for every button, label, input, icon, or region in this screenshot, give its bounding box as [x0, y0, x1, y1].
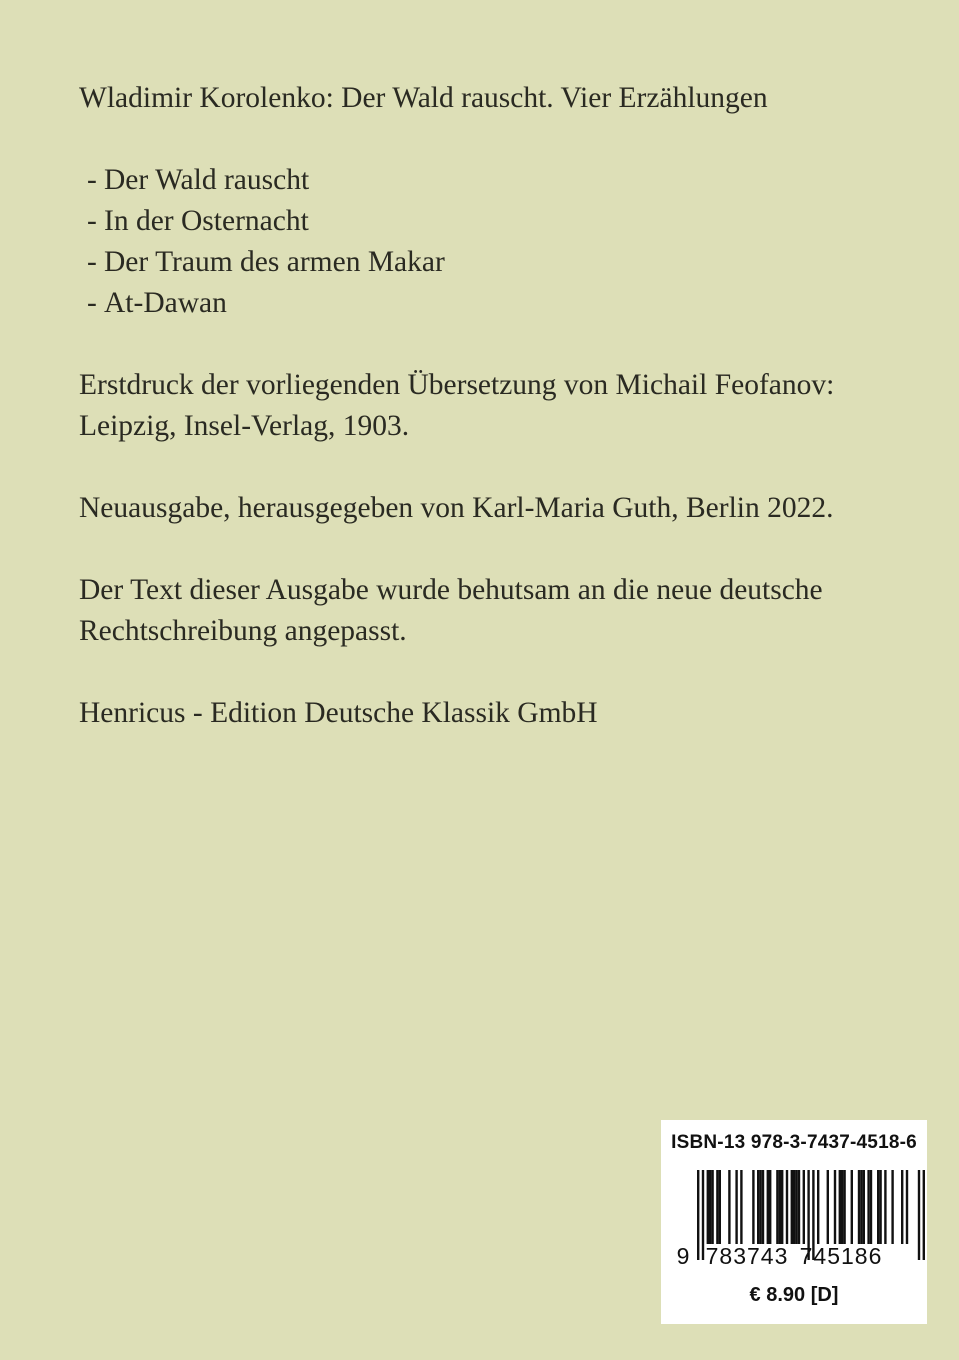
barcode-digit-first: 9	[676, 1243, 690, 1269]
barcode-bar	[697, 1170, 699, 1260]
barcode-bar	[709, 1170, 711, 1244]
story-title: Der Traum des armen Makar	[104, 246, 445, 278]
barcode-bar	[781, 1170, 783, 1244]
story-item: - At-Dawan	[87, 287, 227, 319]
barcode-bar	[793, 1170, 795, 1244]
barcode-bar	[858, 1170, 860, 1244]
barcode-bar	[716, 1170, 718, 1244]
barcode-bar	[711, 1170, 713, 1244]
story-title: At-Dawan	[104, 287, 227, 319]
barcode-bar	[923, 1170, 925, 1260]
barcode-bar	[901, 1170, 903, 1244]
isbn-number: ISBN-13 978-3-7437-4518-6	[671, 1132, 917, 1153]
barcode-bar	[839, 1170, 841, 1244]
barcode-bar	[702, 1170, 704, 1260]
orthography-note: Der Text dieser Ausgabe wurde behutsam an die neue deutsche Rechtschreibung angepasst.	[79, 574, 823, 647]
barcode-bar	[817, 1170, 819, 1244]
barcode-bar	[906, 1170, 908, 1244]
barcode-bar	[879, 1170, 881, 1244]
story-list	[79, 160, 909, 324]
back-cover-text	[79, 78, 909, 734]
barcode-bar	[918, 1170, 920, 1260]
barcode-bar	[740, 1170, 742, 1244]
barcode-bar	[735, 1170, 737, 1244]
barcode-bar	[762, 1170, 764, 1244]
barcode-bar	[884, 1170, 886, 1244]
barcode-bar	[870, 1170, 872, 1244]
first-print-note: Erstdruck der vorliegenden Übersetzung von Michail Feofanov: Leipzig, Insel-Verlag, 1903.	[79, 369, 835, 442]
barcode-bar	[860, 1170, 862, 1244]
barcode-digits-left: 783743	[705, 1243, 789, 1269]
barcode-bar	[769, 1170, 771, 1244]
barcode-bar	[791, 1170, 793, 1244]
barcode-bar	[759, 1170, 761, 1244]
new-edition-note: Neuausgabe, herausgegeben von Karl-Maria Guth, Berlin 2022.	[79, 492, 834, 524]
barcode-bar	[795, 1170, 797, 1244]
story-title: Der Wald rauscht	[104, 164, 310, 196]
barcode-bar	[834, 1170, 836, 1244]
barcode-bar	[891, 1170, 893, 1244]
barcode-bar	[843, 1170, 845, 1244]
barcode-bar	[767, 1170, 769, 1244]
barcode-bar	[851, 1170, 853, 1244]
barcode-bar	[776, 1170, 778, 1244]
isbn-barcode-label	[661, 1120, 927, 1324]
story-item: - Der Wald rauscht	[87, 164, 310, 196]
barcode-bar	[728, 1170, 730, 1244]
barcode-digits-right: 745186	[799, 1243, 883, 1269]
story-title: In der Osternacht	[104, 205, 309, 237]
barcode-bar	[841, 1170, 843, 1244]
barcode-bar	[719, 1170, 721, 1244]
barcode-bar	[863, 1170, 865, 1244]
barcode-bar	[798, 1170, 800, 1244]
barcode-bar	[827, 1170, 829, 1244]
publisher-name: Henricus - Edition Deutsche Klassik GmbH	[79, 697, 598, 729]
book-title: Wladimir Korolenko: Der Wald rauscht. Vier Erzählungen	[79, 82, 768, 114]
price-label: € 8.90 [D]	[749, 1284, 839, 1306]
barcode-bar	[803, 1170, 805, 1244]
story-item: - Der Traum des armen Makar	[87, 246, 445, 278]
barcode-bar	[779, 1170, 781, 1244]
barcode-bar	[877, 1170, 879, 1244]
barcode-bar	[867, 1170, 869, 1244]
barcode-bar	[752, 1170, 754, 1244]
story-item: - In der Osternacht	[87, 205, 309, 237]
barcode-bar	[786, 1170, 788, 1244]
barcode-bar	[707, 1170, 709, 1244]
barcode-bar	[757, 1170, 759, 1244]
